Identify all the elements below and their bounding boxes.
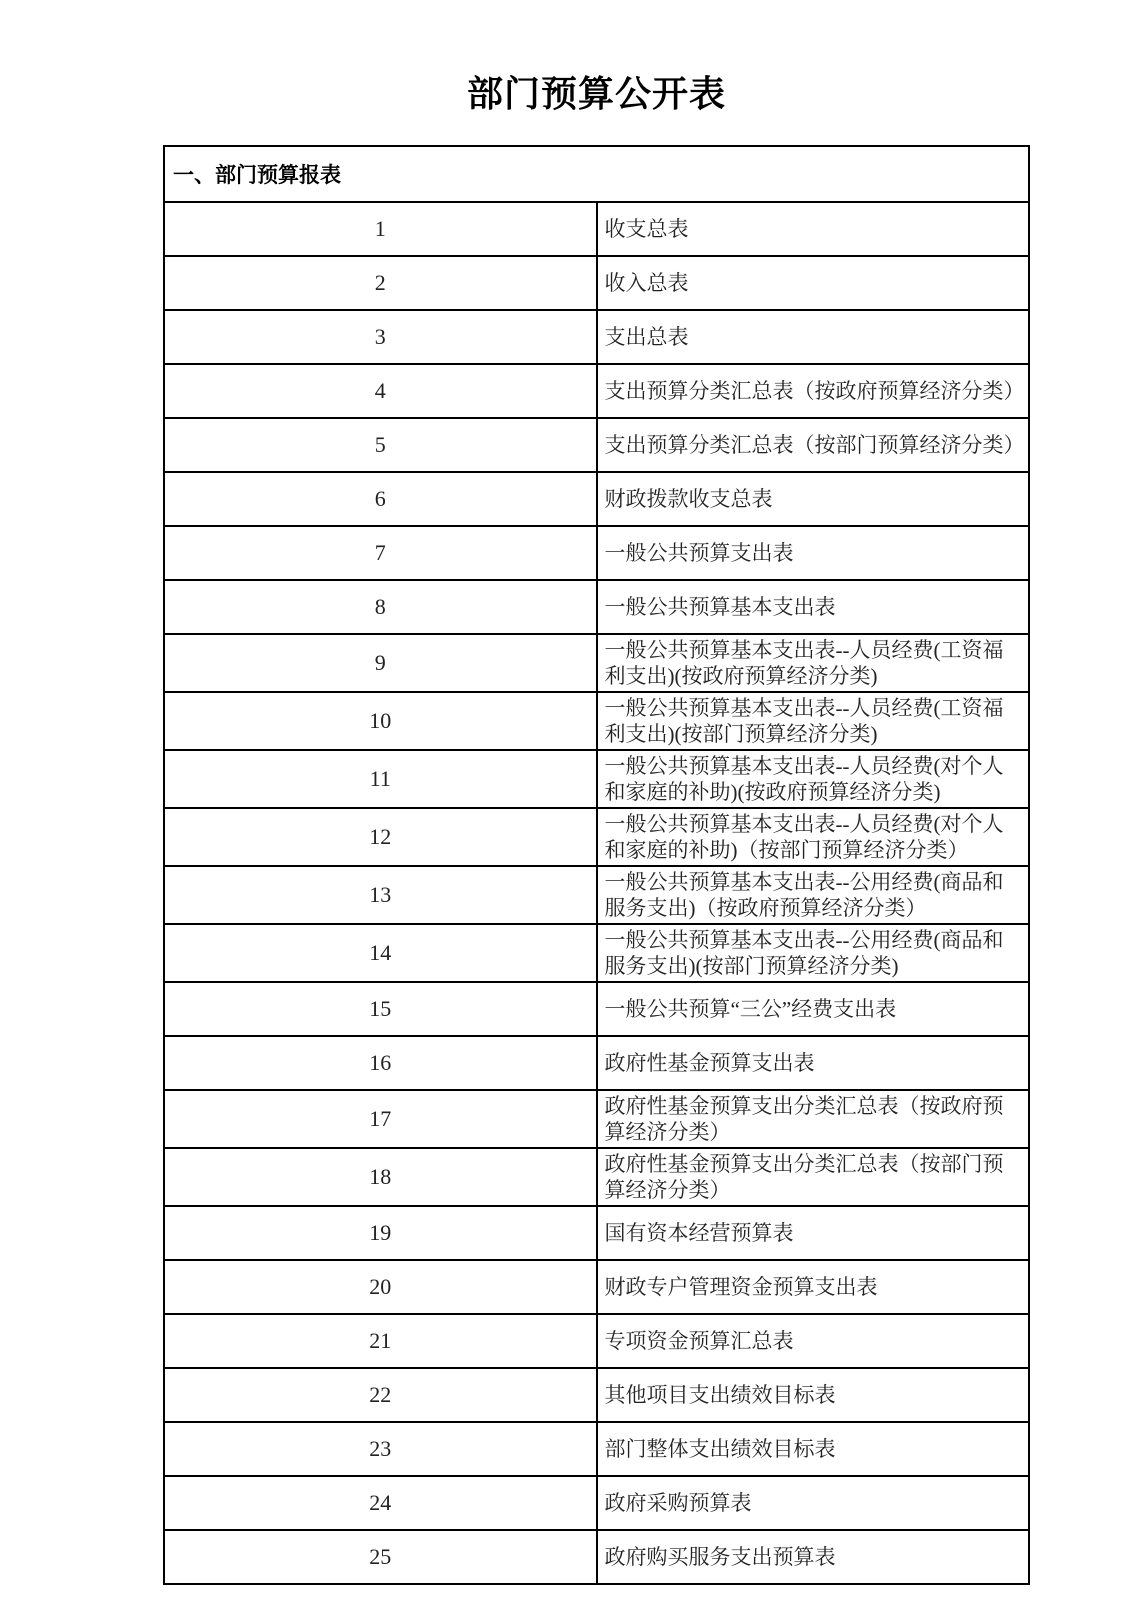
row-table-name: 支出总表: [597, 310, 1030, 364]
row-table-name: 国有资本经营预算表: [597, 1206, 1030, 1260]
table-row: [164, 1090, 1029, 1148]
row-number: 11: [164, 750, 597, 808]
row-number: 20: [164, 1260, 597, 1314]
row-number: 1: [164, 202, 597, 256]
table-row: [164, 1148, 1029, 1206]
row-number: 9: [164, 634, 597, 692]
row-number: 14: [164, 924, 597, 982]
table-row: [164, 750, 1029, 808]
row-table-name: 一般公共预算基本支出表--人员经费(对个人和家庭的补助)（按部门预算经济分类）: [597, 808, 1030, 866]
row-number: 4: [164, 364, 597, 418]
table-row: [164, 310, 1029, 364]
row-table-name: 一般公共预算基本支出表: [597, 580, 1030, 634]
table-row: [164, 472, 1029, 526]
table-row: [164, 580, 1029, 634]
section-header-row: [164, 146, 1029, 202]
row-table-name: 一般公共预算支出表: [597, 526, 1030, 580]
row-number: 15: [164, 982, 597, 1036]
table-row: [164, 634, 1029, 692]
row-table-name: 支出预算分类汇总表（按政府预算经济分类）: [597, 364, 1030, 418]
row-table-name: 一般公共预算基本支出表--人员经费(工资福利支出)(按政府预算经济分类): [597, 634, 1030, 692]
table-row: [164, 1036, 1029, 1090]
row-table-name: 政府采购预算表: [597, 1476, 1030, 1530]
row-table-name: 财政拨款收支总表: [597, 472, 1030, 526]
table-row: [164, 526, 1029, 580]
row-number: 22: [164, 1368, 597, 1422]
table-row: [164, 1476, 1029, 1530]
table-row: [164, 256, 1029, 310]
section-header: 一、部门预算报表: [164, 146, 1029, 202]
table-row: [164, 1530, 1029, 1584]
row-number: 19: [164, 1206, 597, 1260]
row-number: 24: [164, 1476, 597, 1530]
row-number: 12: [164, 808, 597, 866]
table-row: [164, 418, 1029, 472]
table-row: [164, 1368, 1029, 1422]
row-table-name: 一般公共预算“三公”经费支出表: [597, 982, 1030, 1036]
row-table-name: 政府性基金预算支出分类汇总表（按部门预算经济分类）: [597, 1148, 1030, 1206]
page-title: 部门预算公开表: [466, 74, 726, 114]
table-row: [164, 866, 1029, 924]
table-row: [164, 1314, 1029, 1368]
table-row: [164, 924, 1029, 982]
table-row: [164, 808, 1029, 866]
row-table-name: 一般公共预算基本支出表--人员经费(工资福利支出)(按部门预算经济分类): [597, 692, 1030, 750]
row-table-name: 政府性基金预算支出分类汇总表（按政府预算经济分类）: [597, 1090, 1030, 1148]
table-row: [164, 1260, 1029, 1314]
row-table-name: 政府性基金预算支出表: [597, 1036, 1030, 1090]
row-number: 6: [164, 472, 597, 526]
budget-table: [163, 145, 1030, 1585]
table-row: [164, 692, 1029, 750]
row-table-name: 一般公共预算基本支出表--人员经费(对个人和家庭的补助)(按政府预算经济分类): [597, 750, 1030, 808]
budget-table-container: [163, 145, 1030, 1585]
table-row: [164, 202, 1029, 256]
row-table-name: 收支总表: [597, 202, 1030, 256]
row-table-name: 财政专户管理资金预算支出表: [597, 1260, 1030, 1314]
row-table-name: 一般公共预算基本支出表--公用经费(商品和服务支出)(按部门预算经济分类): [597, 924, 1030, 982]
row-number: 13: [164, 866, 597, 924]
table-row: [164, 1422, 1029, 1476]
row-number: 16: [164, 1036, 597, 1090]
row-table-name: 政府购买服务支出预算表: [597, 1530, 1030, 1584]
table-row: [164, 982, 1029, 1036]
row-number: 3: [164, 310, 597, 364]
row-number: 5: [164, 418, 597, 472]
table-row: [164, 1206, 1029, 1260]
row-table-name: 专项资金预算汇总表: [597, 1314, 1030, 1368]
row-number: 10: [164, 692, 597, 750]
table-body: [164, 146, 1029, 1584]
row-table-name: 其他项目支出绩效目标表: [597, 1368, 1030, 1422]
row-table-name: 部门整体支出绩效目标表: [597, 1422, 1030, 1476]
row-table-name: 收入总表: [597, 256, 1030, 310]
row-table-name: 支出预算分类汇总表（按部门预算经济分类）: [597, 418, 1030, 472]
row-number: 17: [164, 1090, 597, 1148]
table-row: [164, 364, 1029, 418]
row-number: 21: [164, 1314, 597, 1368]
row-table-name: 一般公共预算基本支出表--公用经费(商品和服务支出)（按政府预算经济分类）: [597, 866, 1030, 924]
row-number: 2: [164, 256, 597, 310]
row-number: 25: [164, 1530, 597, 1584]
row-number: 18: [164, 1148, 597, 1206]
row-number: 7: [164, 526, 597, 580]
row-number: 8: [164, 580, 597, 634]
row-number: 23: [164, 1422, 597, 1476]
